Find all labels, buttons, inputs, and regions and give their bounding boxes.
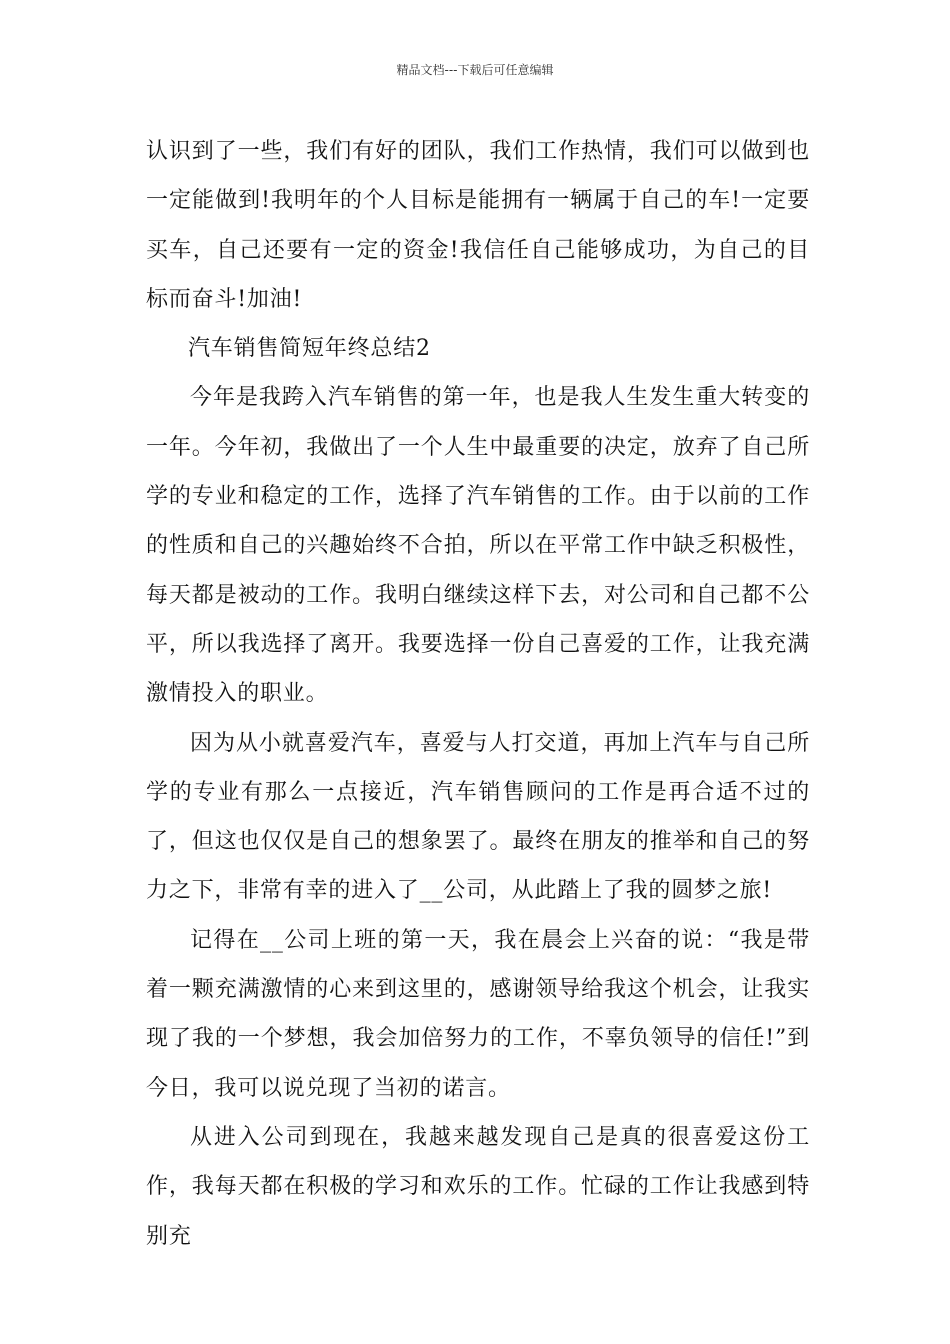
paragraph-continuation: 认识到了一些，我们有好的团队，我们工作热情，我们可以做到也一定能做到!我明年的个人目标是能拥有一辆属于自己的车!一定要买车，自己还要有一定的资金!我信任自己能够成功，为自己的目标而奋斗!加油!: [146, 139, 810, 312]
document-body: [146, 127, 810, 1261]
paragraph-first-year: 今年是我跨入汽车销售的第一年，也是我人生发生重大转变的一年。今年初，我做出了一个人生中最重要的决定，放弃了自己所学的专业和稳定的工作，选择了汽车销售的工作。由于以前的工作的性质和自己的兴趣始终不合拍，所以在平常工作中缺乏积极性，每天都是被动的工作。我明白继续这样下去，对公司和自己都不公平，所以我选择了离开。我要选择一份自己喜爱的工作，让我充满激情投入的职业。: [146, 385, 810, 707]
paragraph-enjoy-work: 从进入公司到现在，我越来越发现自己是真的很喜爱这份工作，我每天都在积极的学习和欢乐的工作。忙碌的工作让我感到特别充: [146, 1124, 810, 1249]
paragraph-first-day: 记得在__公司上班的第一天，我在晨会上兴奋的说：“我是带着一颗充满激情的心来到这里的，感谢领导给我这个机会，让我实现了我的一个梦想，我会加倍努力的工作，不辜负领导的信任!”到今日，我可以说兑现了当初的诺言。: [146, 927, 810, 1101]
page-header: 精品文档---下载后可任意编辑: [396, 63, 554, 77]
section-heading: 汽车销售简短年终总结2: [188, 336, 431, 362]
paragraph-love-cars: 因为从小就喜爱汽车，喜爱与人打交道，再加上汽车与自己所学的专业有那么一点接近，汽车销售顾问的工作是再合适不过的了，但这也仅仅是自己的想象罢了。最终在朋友的推举和自己的努力之下，非常有幸的进入了__公司，从此踏上了我的圆梦之旅!: [146, 730, 810, 904]
